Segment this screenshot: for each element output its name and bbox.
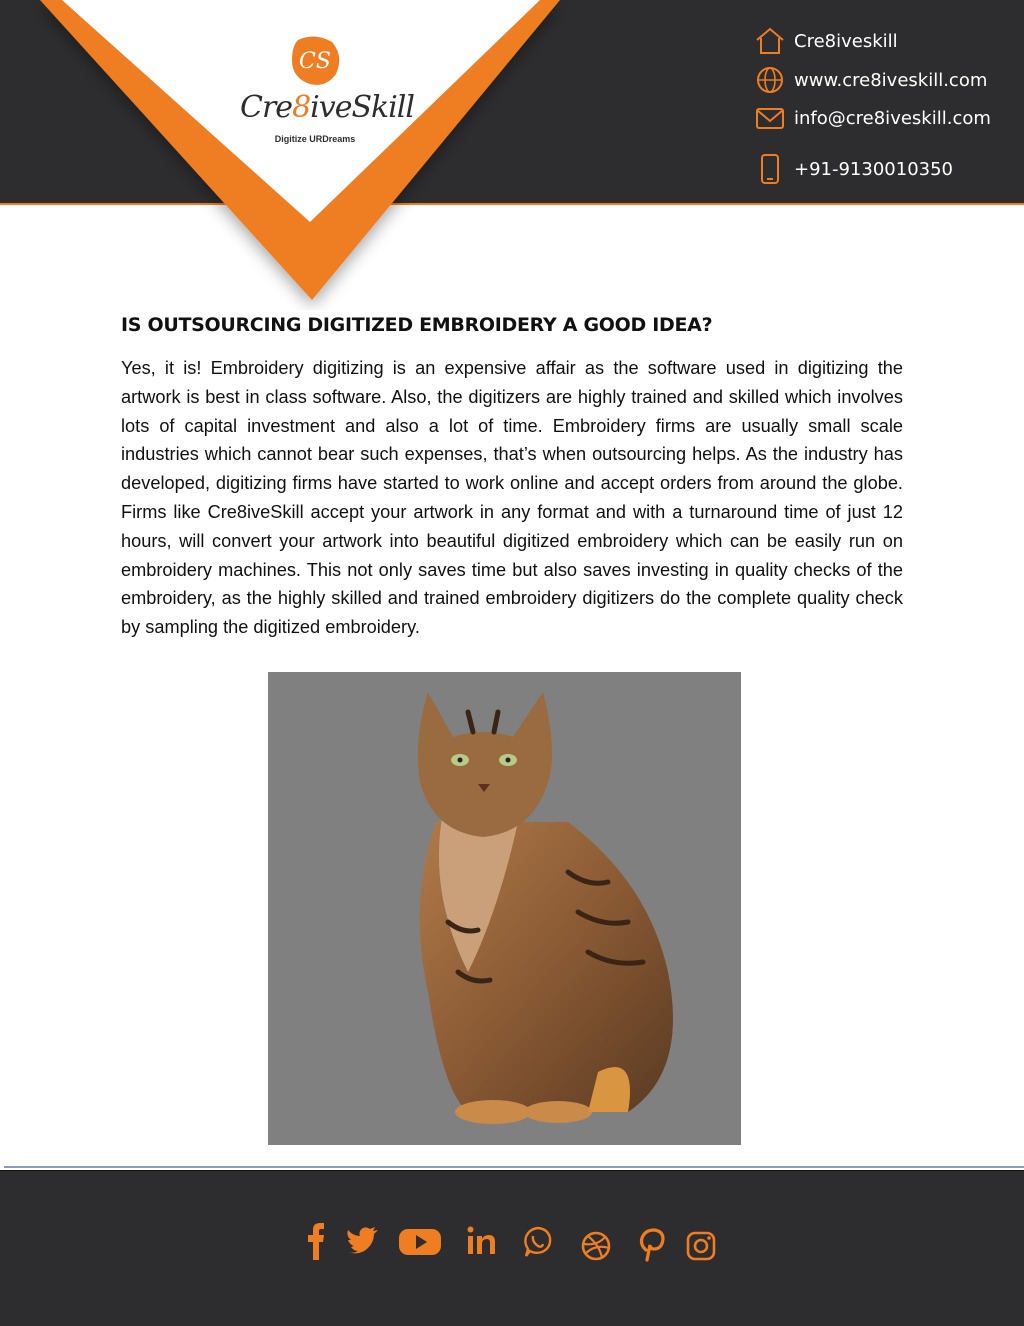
- logo-wordmark: [240, 90, 414, 125]
- logo-word-eight: 8: [292, 90, 311, 125]
- article-body: Yes, it is! Embroidery digitizing is an expensive affair as the software used in digitizing the artwork is best in class software. Also, the digitizers are highly trained and skilled which involves lots of capital investment and also a lot of time. Embroidery firms are usually small scale industries which cannot bear such expenses, that’s when outsourcing helps. As the industry has developed, digitizing firms have started to work online and accept orders from around the globe. Firms like Cre8iveSkill accept your artwork in any format and with a turnaround time of just 12 hours, will convert your artwork into beautiful digitized embroidery which can be easily run on embroidery machines. This not only saves time but also saves investing in quality checks of the embroidery, as the highly skilled and trained embroidery digitizers do the complete quality check by sampling the digitized embroidery.: [121, 358, 903, 638]
- logo-word-prefix: Cre: [240, 90, 293, 125]
- logo-word-suffix: iveSkill: [310, 90, 414, 125]
- contact-email[interactable]: [754, 103, 1014, 133]
- dribbble-link[interactable]: [576, 1220, 616, 1264]
- pinterest-link[interactable]: [632, 1220, 672, 1264]
- website-link[interactable]: www.cre8iveskill.com: [794, 69, 988, 91]
- cs-logo-icon: [288, 34, 342, 88]
- whatsapp-icon: [518, 1220, 558, 1264]
- home-icon: [754, 26, 786, 56]
- instagram-icon: [682, 1220, 722, 1264]
- globe-icon: [754, 65, 786, 95]
- facebook-icon: [296, 1220, 336, 1264]
- footer-divider: [4, 1166, 1024, 1168]
- envelope-icon: [754, 103, 786, 133]
- youtube-link[interactable]: [396, 1220, 444, 1264]
- phone-icon: [754, 154, 786, 184]
- article-title: IS OUTSOURCING DIGITIZED EMBROIDERY A GOOD IDEA?: [121, 314, 713, 336]
- cat-embroidery-icon: [268, 672, 741, 1145]
- twitter-link[interactable]: [342, 1220, 382, 1264]
- phone-number[interactable]: +91-9130010350: [794, 158, 954, 180]
- dribbble-icon: [576, 1220, 616, 1264]
- youtube-icon: [396, 1220, 444, 1264]
- twitter-icon: [342, 1220, 382, 1264]
- instagram-link[interactable]: [682, 1220, 722, 1264]
- whatsapp-link[interactable]: [518, 1220, 558, 1264]
- cat-embroidery-image: [268, 672, 741, 1145]
- logo-mark-text: CS: [299, 49, 331, 74]
- company-name: Cre8iveskill: [794, 30, 898, 52]
- facebook-link[interactable]: [296, 1220, 336, 1264]
- social-links: [296, 1220, 726, 1264]
- contact-company: [754, 26, 1014, 56]
- contact-phone[interactable]: [754, 154, 1014, 184]
- email-link[interactable]: info@cre8iveskill.com: [794, 107, 991, 129]
- logo-tagline: Digitize URDreams: [274, 134, 356, 144]
- pinterest-icon: [632, 1220, 672, 1264]
- contact-website[interactable]: [754, 65, 1014, 95]
- company-logo[interactable]: [240, 34, 414, 154]
- linkedin-icon: [462, 1220, 502, 1264]
- linkedin-link[interactable]: [462, 1220, 502, 1264]
